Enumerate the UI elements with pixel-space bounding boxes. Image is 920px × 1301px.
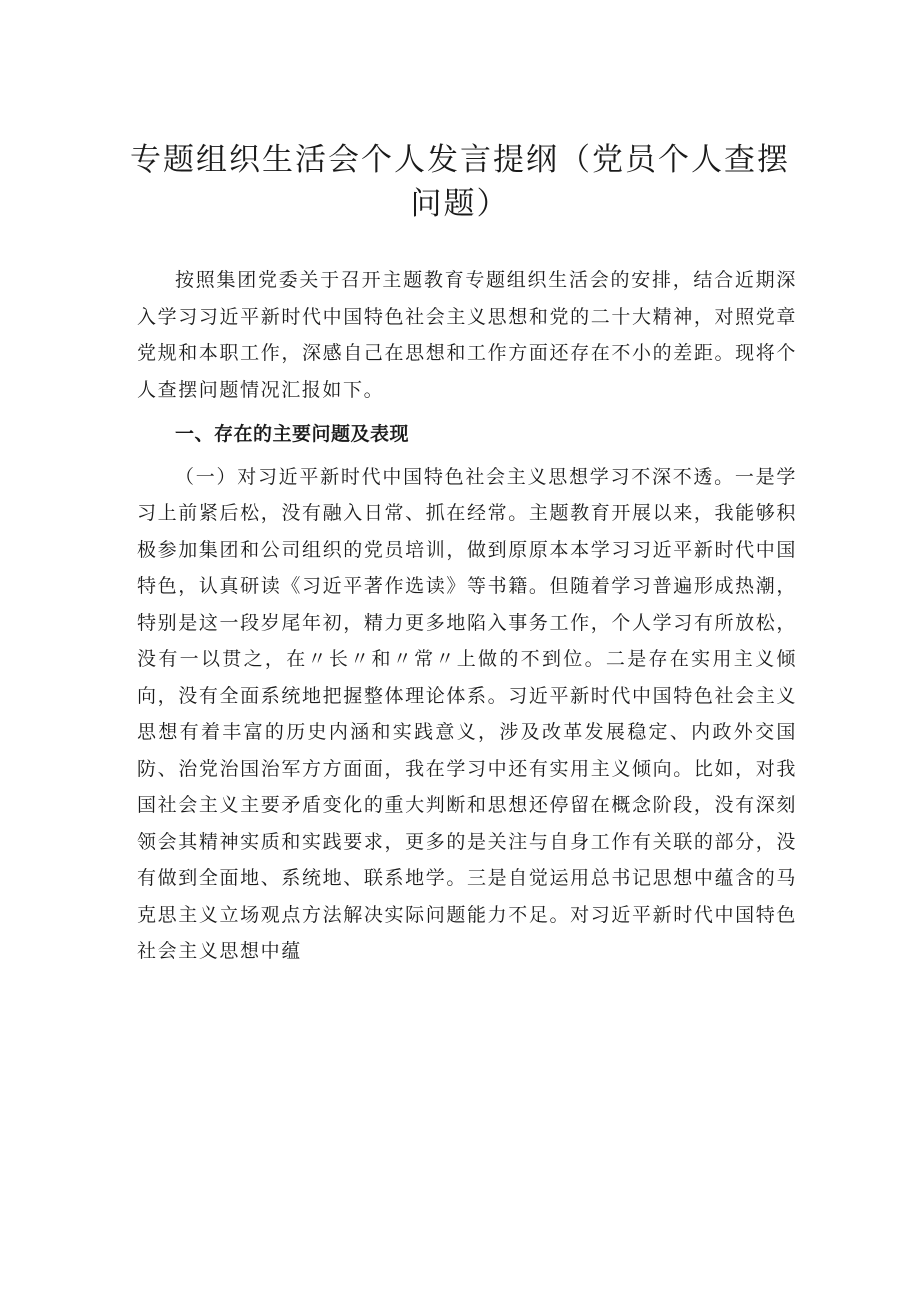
section-heading-1: 一、存在的主要问题及表现 [175,423,410,445]
intro-paragraph: 按照集团党委关于召开主题教育专题组织生活会的安排，结合近期深入学习习近平新时代中国特色社会主义思想和党的二十大精神，对照党章党规和本职工作，深感自己在思想和工作方面还存在不小的差距。现将个人查摆问题情况汇报如下。 [137,269,797,401]
document-body [137,262,797,970]
section-1-paragraph-1: （一）对习近平新时代中国特色社会主义思想学习不深不透。一是学习上前紧后松，没有融入日常、抓在经常。主题教育开展以来，我能够积极参加集团和公司组织的党员培训，做到原原本本学习习近平新时代中国特色，认真研读《习近平著作选读》等书籍。但随着学习普遍形成热潮，特别是这一段岁尾年初，精力更多地陷入事务工作，个人学习有所放松，没有一以贯之，在〃长〃和〃常〃上做的不到位。二是存在实用主义倾向，没有全面系统地把握整体理论体系。习近平新时代中国特色社会主义思想有着丰富的历史内涵和实践意义，涉及改革发展稳定、内政外交国防、治党治国治军方方面面，我在学习中还有实用主义倾向。比如，对我国社会主义主要矛盾变化的重大判断和思想还停留在概念阶段，没有深刻领会其精神实质和实践要求，更多的是关注与自身工作有关联的部分，没有做到全面地、系统地、联系地学。三是自觉运用总书记思想中蕴含的马克思主义立场观点方法解决实际问题能力不足。对习近平新时代中国特色社会主义思想中蕴 [137,465,797,962]
document-title: 专题组织生活会个人发言提纲（党员个人查摆问题） [130,142,790,222]
